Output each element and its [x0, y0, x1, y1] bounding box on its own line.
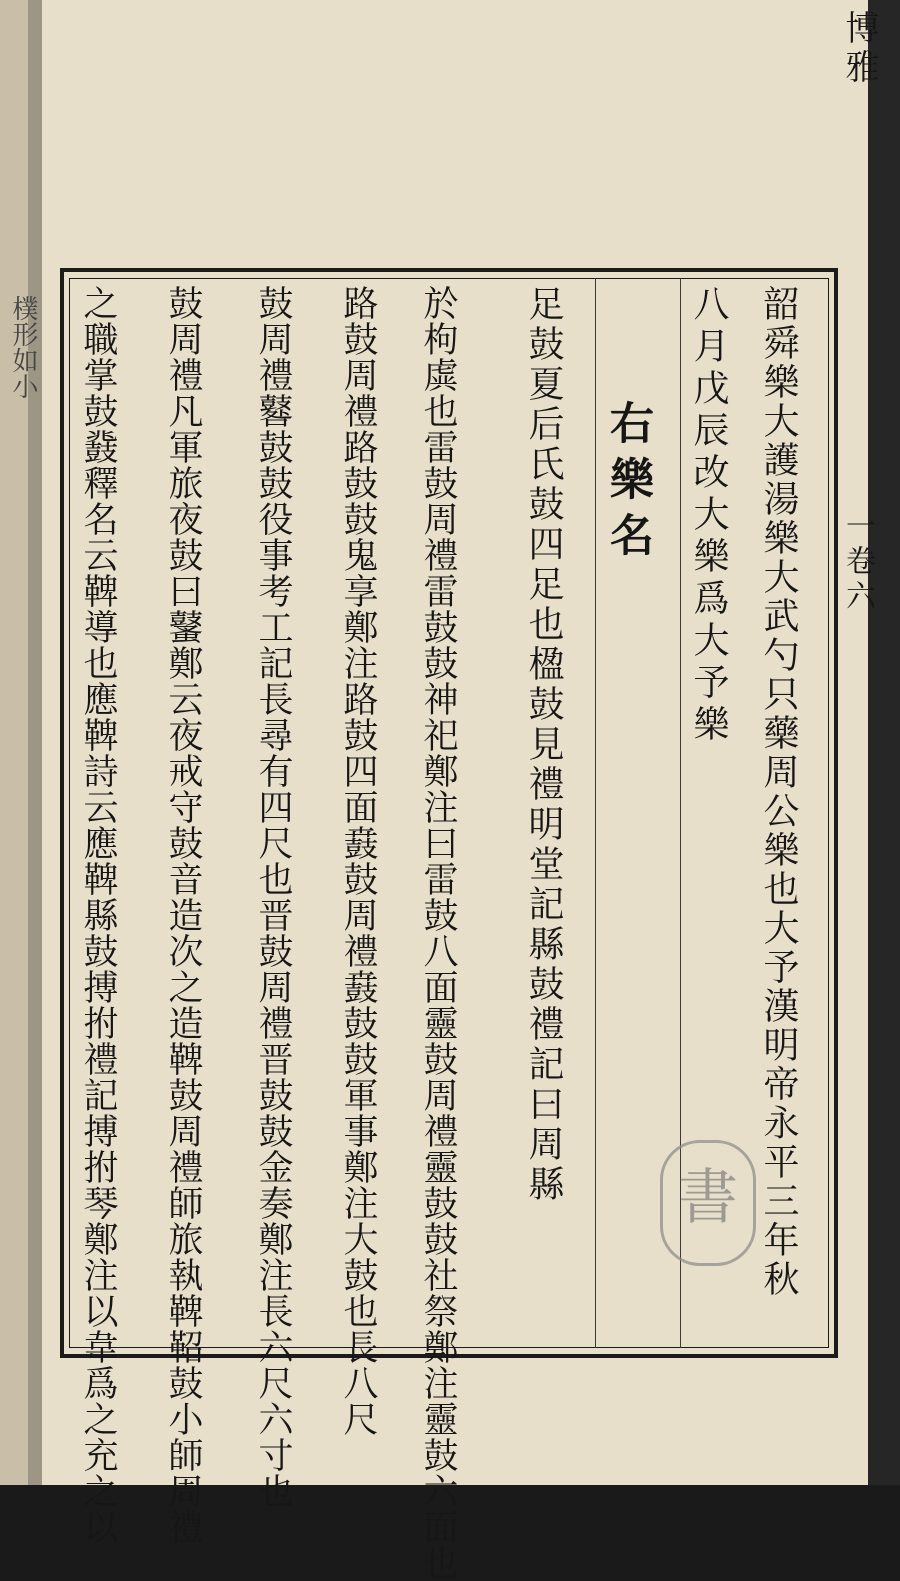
text-column-8: 之職掌鼓鼗釋名云鞞導也應鞞詩云應鞞縣鼓搏拊禮記搏拊琴鄭注以韋爲之充之以	[78, 285, 118, 1545]
right-edge-shadow	[868, 0, 900, 1485]
text-column-2: 八月戊辰改大樂爲大予樂	[688, 285, 729, 747]
page-margin-label: 一卷六	[840, 510, 875, 615]
text-column-4: 於枸虡也雷鼓周禮雷鼓鼓神祀鄭注曰雷鼓八面靈鼓周禮靈鼓鼓社祭鄭注靈鼓六面也	[418, 285, 458, 1581]
text-column-5: 路鼓周禮路鼓鼓鬼享鄭注路鼓四面鼖鼓周禮鼖鼓鼓軍事鄭注大鼓也長八尺	[338, 285, 378, 1437]
book-spine	[28, 0, 42, 1485]
text-column-6: 鼓周禮鼛鼓鼓役事考工記長尋有四尺也晋鼓周禮晋鼓鼓金奏鄭注長六尺六寸也	[253, 285, 293, 1509]
section-title: 右樂名	[602, 400, 653, 568]
text-column-7: 鼓周禮凡軍旅夜鼓曰鼜鄭云夜戒守鼓音造次之造鞞鼓周禮師旅執鞞鞀鼓小師周禮	[163, 285, 203, 1545]
previous-page-text: 樸形如小	[8, 295, 38, 399]
text-column-1: 韶舜樂大護湯樂大武勺只藥周公樂也大予漢明帝永平三年秋	[758, 285, 799, 1299]
page-heading: 博雅	[839, 10, 879, 88]
library-seal-stamp: 書	[660, 1140, 756, 1266]
column-rule	[595, 278, 596, 1348]
text-column-3: 足鼓夏后氏鼓四足也楹鼓見禮明堂記縣鼓禮記曰周縣	[523, 285, 564, 1205]
